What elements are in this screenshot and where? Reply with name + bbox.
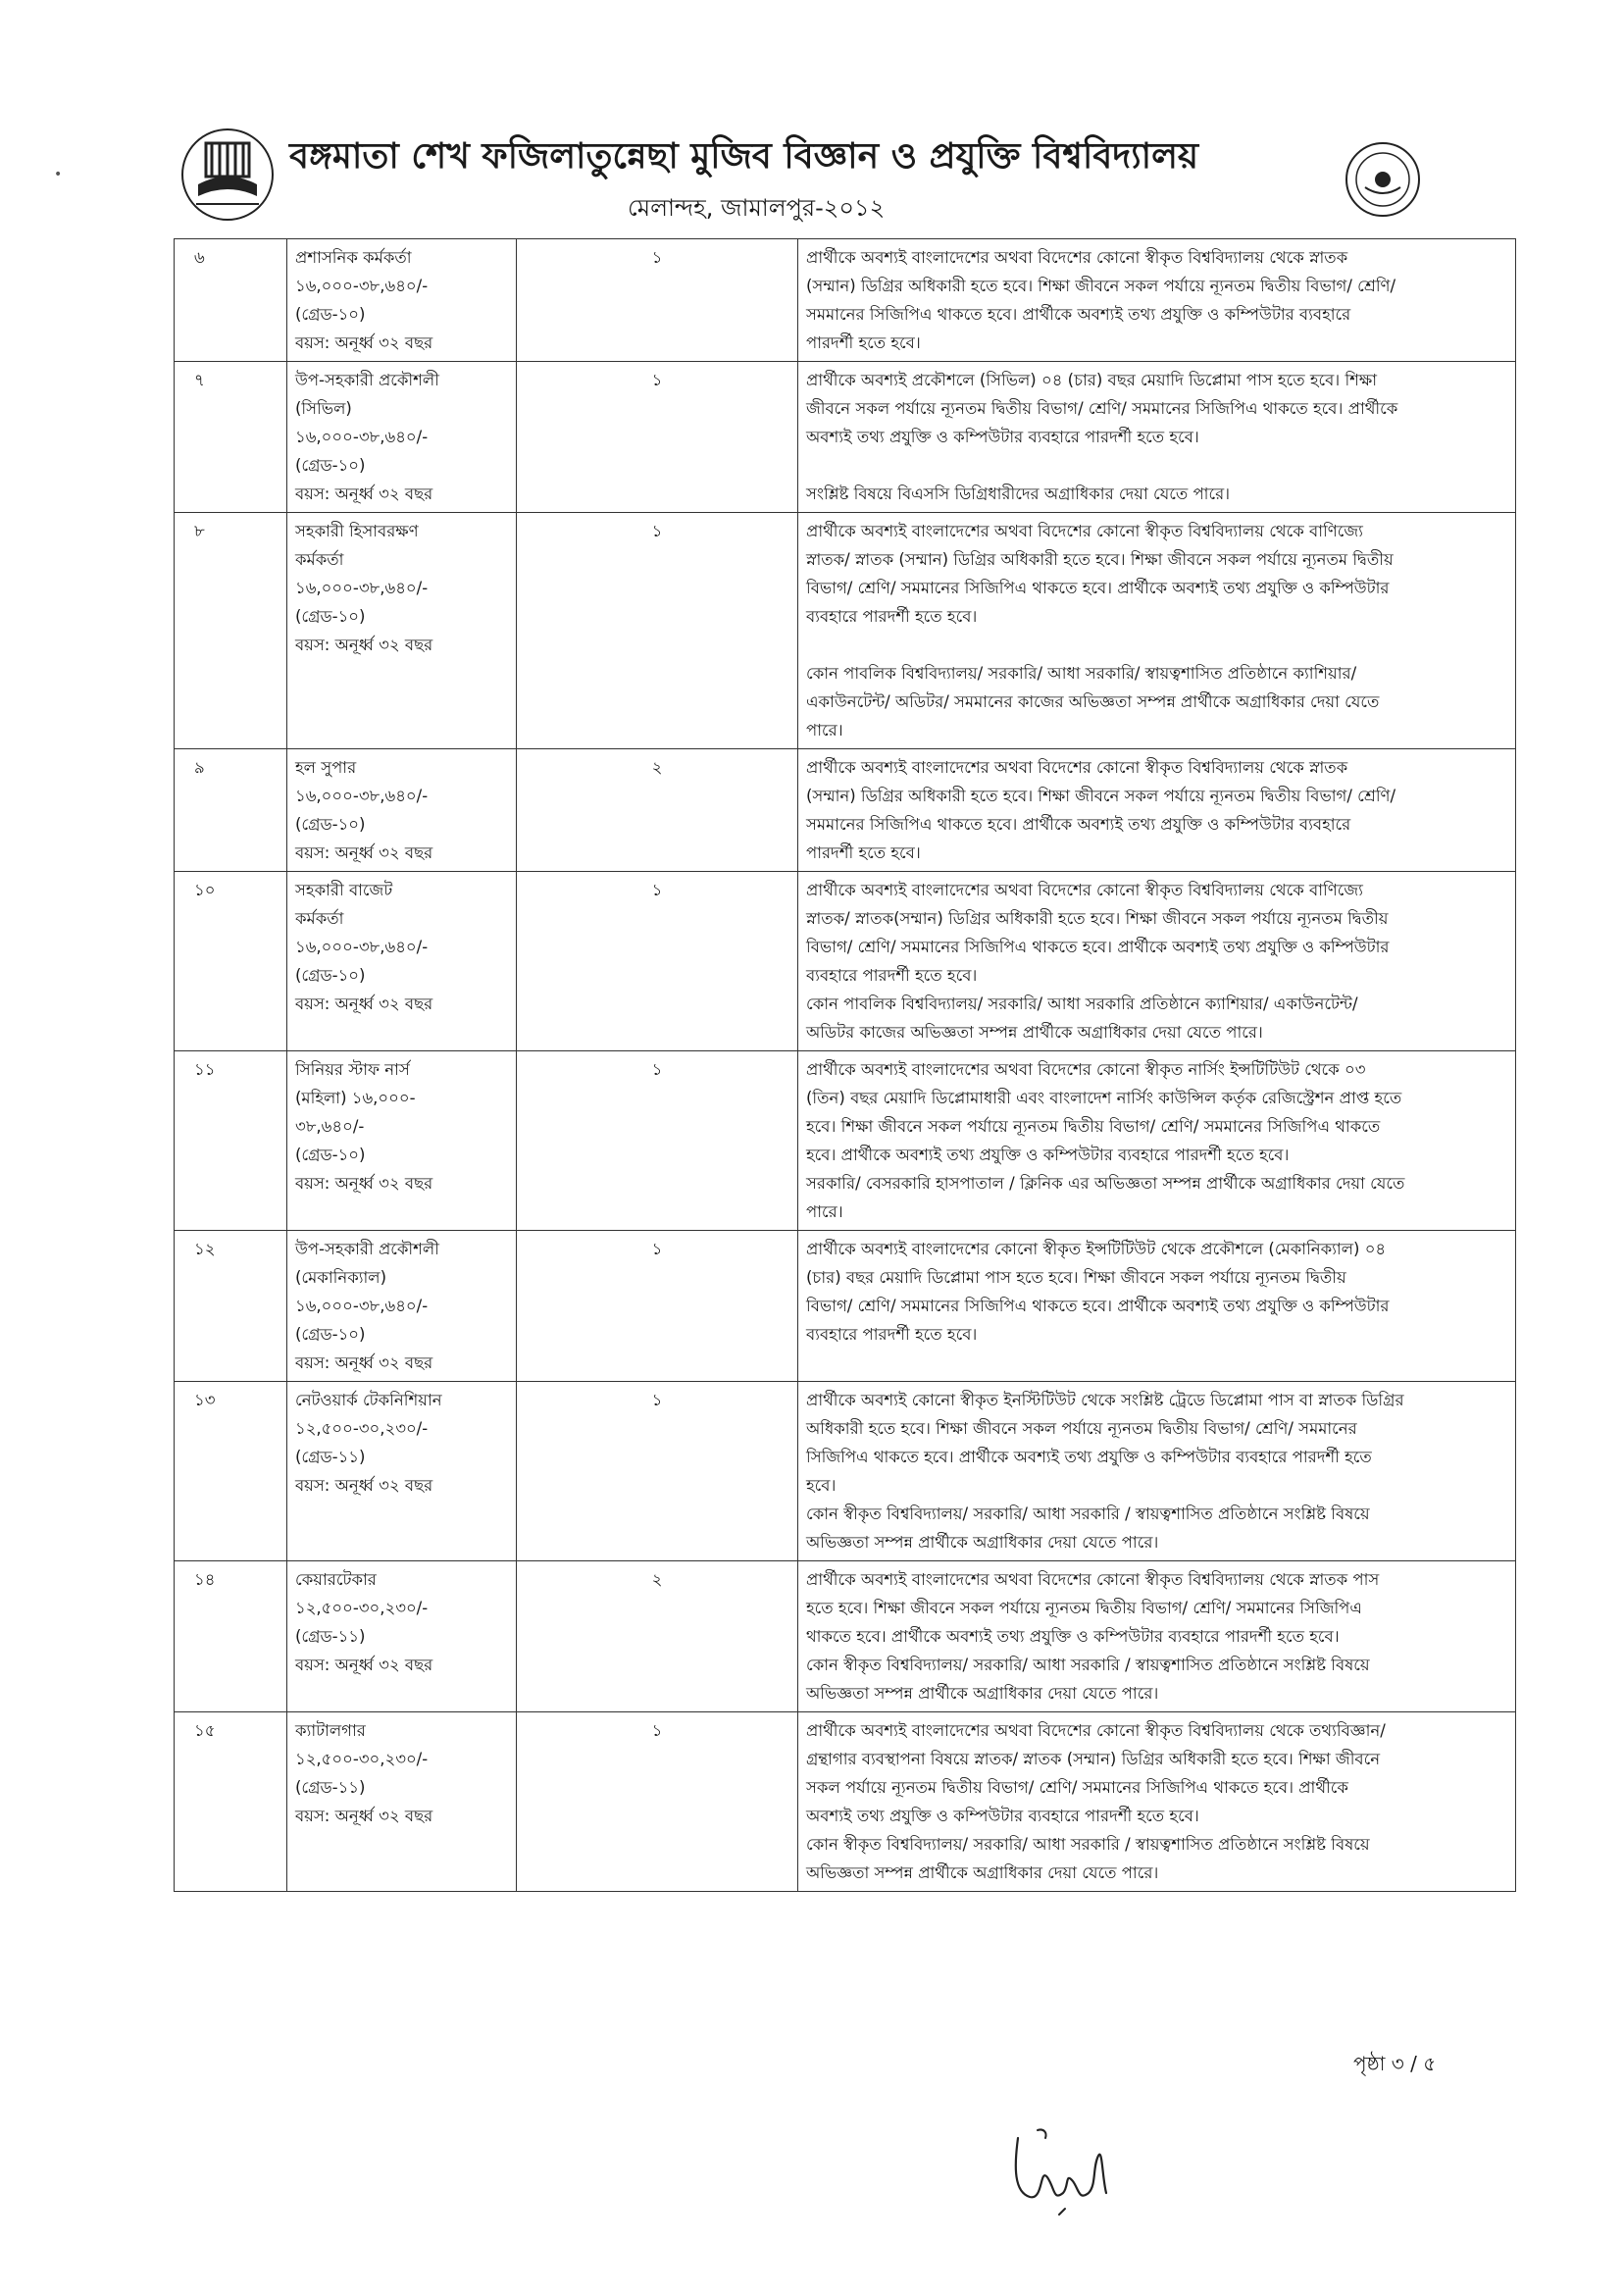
table-row — [175, 362, 1516, 513]
serial-number-cell: ১৪ — [175, 1561, 287, 1712]
serial-number-cell: ১০ — [175, 872, 287, 1051]
post-line: সহকারী বাজেট — [295, 881, 393, 899]
post-line: বয়স: অনূর্ধ্ব ৩২ বছর — [295, 1353, 433, 1372]
post-line: ১৬,০০০-৩৮,৬৪০/- — [295, 277, 429, 295]
post-count-cell: ২ — [517, 1561, 798, 1712]
post-line: ক্যাটালগার — [295, 1721, 366, 1740]
requirement-line: (সম্মান) ডিগ্রির অধিকারী হতে হবে। শিক্ষা জীবনে সকল পর্যায়ে ন্যূনতম দ্বিতীয় বিভাগ/ শ্রেণি/ — [806, 787, 1396, 805]
post-line: (গ্রেড-১০) — [295, 607, 366, 626]
requirement-line: অবশ্যই তথ্য প্রযুক্তি ও কম্পিউটার ব্যবহারে পারদর্শী হতে হবে। — [806, 1807, 1199, 1825]
requirement-line: ব্যবহারে পারদর্শী হতে হবে। — [806, 607, 978, 626]
post-line: (মহিলা) ১৬,০০০- — [295, 1089, 416, 1107]
requirement-line: থাকতে হবে। প্রার্থীকে অবশ্যই তথ্য প্রযুক্তি ও কম্পিউটার ব্যবহারে পারদর্শী হতে হবে। — [806, 1627, 1340, 1646]
requirement-line: হতে হবে। শিক্ষা জীবনে সকল পর্যায়ে ন্যূনতম দ্বিতীয় বিভাগ/ শ্রেণি/ সমমানের সিজিপিএ — [806, 1599, 1362, 1617]
requirement-line: (সম্মান) ডিগ্রির অধিকারী হতে হবে। শিক্ষা জীবনে সকল পর্যায়ে ন্যূনতম দ্বিতীয় বিভাগ/ শ্রেণি/ — [806, 277, 1396, 295]
serial-number-cell: ১১ — [175, 1051, 287, 1231]
post-count-cell: ১ — [517, 872, 798, 1051]
requirements-cell — [798, 1231, 1516, 1382]
post-line: বয়স: অনূর্ধ্ব ৩২ বছর — [295, 1656, 433, 1674]
post-line: বয়স: অনূর্ধ্ব ৩২ বছর — [295, 1807, 433, 1825]
post-line: বয়স: অনূর্ধ্ব ৩২ বছর — [295, 636, 433, 654]
post-line: বয়স: অনূর্ধ্ব ৩২ বছর — [295, 484, 433, 503]
post-cell — [287, 1712, 517, 1892]
post-line: ১২,৫০০-৩০,২৩০/- — [295, 1419, 429, 1438]
post-line: (গ্রেড-১১) — [295, 1627, 366, 1646]
post-line: (গ্রেড-১০) — [295, 305, 366, 324]
table-row — [175, 1561, 1516, 1712]
post-line: বয়স: অনূর্ধ্ব ৩২ বছর — [295, 1174, 433, 1193]
requirement-line: পারদর্শী হতে হবে। — [806, 843, 921, 862]
university-logo-icon — [177, 126, 279, 224]
post-line: হল সুপার — [295, 758, 357, 777]
requirement-line: প্রার্থীকে অবশ্যই প্রকৌশলে (সিভিল) ০৪ (চার) বছর মেয়াদি ডিপ্লোমা পাস হতে হবে। শিক্ষা — [806, 371, 1378, 389]
letterhead — [177, 126, 1451, 233]
page-number: পৃষ্ঠা ৩ / ৫ — [1353, 2052, 1437, 2075]
requirements-cell — [798, 513, 1516, 749]
requirement-line: স্নাতক/ স্নাতক (সম্মান) ডিগ্রির অধিকারী হতে হবে। শিক্ষা জীবনে সকল পর্যায়ে ন্যূনতম দ্বিতীয় — [806, 550, 1394, 569]
job-requirements-table — [174, 238, 1516, 1892]
post-count-cell: ২ — [517, 749, 798, 872]
requirement-line: সংশ্লিষ্ট বিষয়ে বিএসসি ডিগ্রিধারীদের অগ্রাধিকার দেয়া যেতে পারে। — [806, 484, 1231, 503]
post-line: বয়স: অনূর্ধ্ব ৩২ বছর — [295, 1476, 433, 1495]
post-count-cell: ১ — [517, 1712, 798, 1892]
requirement-line: হবে। — [806, 1476, 837, 1495]
post-line: ১৬,০০০-৩৮,৬৪০/- — [295, 579, 429, 597]
post-line: ১৬,০০০-৩৮,৬৪০/- — [295, 1297, 429, 1315]
requirements-cell — [798, 749, 1516, 872]
university-address: মেলান্দহ, জামালপুর-২০১২ — [628, 194, 886, 222]
requirement-line: সমমানের সিজিপিএ থাকতে হবে। প্রার্থীকে অবশ্যই তথ্য প্রযুক্তি ও কম্পিউটার ব্যবহারে — [806, 305, 1351, 324]
requirement-line: ব্যবহারে পারদর্শী হতে হবে। — [806, 1325, 978, 1344]
requirement-line: প্রার্থীকে অবশ্যই বাংলাদেশের অথবা বিদেশের কোনো স্বীকৃত বিশ্ববিদ্যালয় থেকে বাণিজ্যে — [806, 522, 1363, 540]
post-line: উপ-সহকারী প্রকৌশলী — [295, 1240, 439, 1258]
post-line: উপ-সহকারী প্রকৌশলী — [295, 371, 439, 389]
seal-icon — [1344, 140, 1422, 219]
requirement-line: অধিকারী হতে হবে। শিক্ষা জীবনে সকল পর্যায়ে ন্যূনতম দ্বিতীয় বিভাগ/ শ্রেণি/ সমমানের — [806, 1419, 1357, 1438]
requirement-line: প্রার্থীকে অবশ্যই বাংলাদেশের অথবা বিদেশের কোনো স্বীকৃত বিশ্ববিদ্যালয় থেকে স্নাতক — [806, 248, 1348, 267]
requirement-line: কোন পাবলিক বিশ্ববিদ্যালয়/ সরকারি/ আধা সরকারি প্রতিষ্ঠানে ক্যাশিয়ার/ একাউনটেন্ট/ — [806, 994, 1358, 1013]
scan-speck: • — [54, 167, 63, 182]
post-line: (মেকানিক্যাল) — [295, 1268, 387, 1287]
paragraph-gap — [806, 451, 1507, 480]
requirement-line: বিভাগ/ শ্রেণি/ সমমানের সিজিপিএ থাকতে হবে। প্রার্থীকে অবশ্যই তথ্য প্রযুক্তি ও কম্পিউটার — [806, 579, 1390, 597]
table-row — [175, 1231, 1516, 1382]
serial-number-cell: ১৫ — [175, 1712, 287, 1892]
requirement-line: কোন স্বীকৃত বিশ্ববিদ্যালয়/ সরকারি/ আধা সরকারি / স্বায়ত্বশাসিত প্রতিষ্ঠানে সংশ্লিষ্ট বিষয়ে — [806, 1504, 1370, 1523]
requirement-line: প্রার্থীকে অবশ্যই বাংলাদেশের কোনো স্বীকৃত ইন্সটিটিউট থেকে প্রকৌশলে (মেকানিক্যাল) ০৪ — [806, 1240, 1387, 1258]
requirement-line: সরকারি/ বেসরকারি হাসপাতাল / ক্লিনিক এর অভিজ্ঞতা সম্পন্ন প্রার্থীকে অগ্রাধিকার দেয়া যেতে — [806, 1174, 1405, 1193]
requirement-line: গ্রন্থাগার ব্যবস্থাপনা বিষয়ে স্নাতক/ স্নাতক (সম্মান) ডিগ্রির অধিকারী হতে হবে। শিক্ষা জীবনে — [806, 1750, 1381, 1768]
post-line: বয়স: অনূর্ধ্ব ৩২ বছর — [295, 843, 433, 862]
post-line: (গ্রেড-১১) — [295, 1778, 366, 1797]
university-name: বঙ্গমাতা শেখ ফজিলাতুন্নেছা মুজিব বিজ্ঞান ও প্রযুক্তি বিশ্ববিদ্যালয় — [289, 136, 1199, 177]
post-line: ১৬,০০০-৩৮,৬৪০/- — [295, 787, 429, 805]
requirement-line: জীবনে সকল পর্যায়ে ন্যূনতম দ্বিতীয় বিভাগ/ শ্রেণি/ সমমানের সিজিপিএ থাকতে হবে। প্রার্থীকে — [806, 399, 1398, 418]
requirement-line: পারে। — [806, 721, 843, 739]
post-cell — [287, 872, 517, 1051]
requirement-line: প্রার্থীকে অবশ্যই কোনো স্বীকৃত ইনস্টিটিউট থেকে সংশ্লিষ্ট ট্রেডে ডিপ্লোমা পাস বা স্নাতক ডিগ্রির — [806, 1391, 1404, 1409]
table-row — [175, 1382, 1516, 1561]
post-cell — [287, 1051, 517, 1231]
paragraph-gap — [806, 631, 1507, 659]
post-cell — [287, 1231, 517, 1382]
requirement-line: অভিজ্ঞতা সম্পন্ন প্রার্থীকে অগ্রাধিকার দেয়া যেতে পারে। — [806, 1533, 1159, 1552]
requirement-line: (চার) বছর মেয়াদি ডিপ্লোমা পাস হতে হবে। শিক্ষা জীবনে সকল পর্যায়ে ন্যূনতম দ্বিতীয় — [806, 1268, 1346, 1287]
table-row — [175, 1051, 1516, 1231]
table-row — [175, 749, 1516, 872]
post-line: (গ্রেড-১০) — [295, 1146, 366, 1164]
post-line: (গ্রেড-১০) — [295, 815, 366, 834]
post-line: (গ্রেড-১০) — [295, 456, 366, 475]
table-row — [175, 1712, 1516, 1892]
requirement-line: সিজিপিএ থাকতে হবে। প্রার্থীকে অবশ্যই তথ্য প্রযুক্তি ও কম্পিউটার ব্যবহারে পারদর্শী হতে — [806, 1448, 1372, 1466]
post-count-cell: ১ — [517, 239, 798, 362]
post-count-cell: ১ — [517, 1231, 798, 1382]
post-line: ৩৮,৬৪০/- — [295, 1117, 365, 1136]
post-line: (সিভিল) — [295, 399, 352, 418]
requirement-line: প্রার্থীকে অবশ্যই বাংলাদেশের অথবা বিদেশের কোনো স্বীকৃত নার্সিং ইন্সটিটিউট থেকে ০৩ — [806, 1060, 1366, 1079]
serial-number-cell: ৯ — [175, 749, 287, 872]
requirement-line: প্রার্থীকে অবশ্যই বাংলাদেশের অথবা বিদেশের কোনো স্বীকৃত বিশ্ববিদ্যালয় থেকে স্নাতক — [806, 758, 1348, 777]
requirements-cell — [798, 872, 1516, 1051]
requirements-cell — [798, 1561, 1516, 1712]
requirement-line: সকল পর্যায়ে ন্যূনতম দ্বিতীয় বিভাগ/ শ্রেণি/ সমমানের সিজিপিএ থাকতে হবে। প্রার্থীকে — [806, 1778, 1348, 1797]
post-line: ১৬,০০০-৩৮,৬৪০/- — [295, 938, 429, 956]
requirement-line: ব্যবহারে পারদর্শী হতে হবে। — [806, 966, 978, 985]
requirement-line: পারদর্শী হতে হবে। — [806, 333, 921, 352]
post-cell — [287, 1382, 517, 1561]
table-row — [175, 872, 1516, 1051]
requirement-line: প্রার্থীকে অবশ্যই বাংলাদেশের অথবা বিদেশের কোনো স্বীকৃত বিশ্ববিদ্যালয় থেকে স্নাতক পাস — [806, 1570, 1380, 1589]
requirement-line: সমমানের সিজিপিএ থাকতে হবে। প্রার্থীকে অবশ্যই তথ্য প্রযুক্তি ও কম্পিউটার ব্যবহারে — [806, 815, 1351, 834]
requirement-line: অবশ্যই তথ্য প্রযুক্তি ও কম্পিউটার ব্যবহারে পারদর্শী হতে হবে। — [806, 428, 1199, 446]
requirements-cell — [798, 362, 1516, 513]
requirement-line: হবে। শিক্ষা জীবনে সকল পর্যায়ে ন্যূনতম দ্বিতীয় বিভাগ/ শ্রেণি/ সমমানের সিজিপিএ থাকতে — [806, 1117, 1381, 1136]
requirement-line: (তিন) বছর মেয়াদি ডিপ্লোমাধারী এবং বাংলাদেশ নার্সিং কাউন্সিল কর্তৃক রেজিস্ট্রেশন প্রাপ্ত হতে — [806, 1089, 1402, 1107]
requirements-cell — [798, 239, 1516, 362]
requirement-line: বিভাগ/ শ্রেণি/ সমমানের সিজিপিএ থাকতে হবে। প্রার্থীকে অবশ্যই তথ্য প্রযুক্তি ও কম্পিউটার — [806, 1297, 1390, 1315]
post-count-cell: ১ — [517, 1051, 798, 1231]
post-line: (গ্রেড-১০) — [295, 966, 366, 985]
post-line: নেটওয়ার্ক টেকনিশিয়ান — [295, 1391, 442, 1409]
table-row — [175, 239, 1516, 362]
requirement-line: স্নাতক/ স্নাতক(সম্মান) ডিগ্রির অধিকারী হতে হবে। শিক্ষা জীবনে সকল পর্যায়ে ন্যূনতম দ্বিতীয় — [806, 909, 1389, 928]
serial-number-cell: ৬ — [175, 239, 287, 362]
serial-number-cell: ৭ — [175, 362, 287, 513]
post-line: কর্মকর্তা — [295, 909, 344, 928]
requirement-line: অভিজ্ঞতা সম্পন্ন প্রার্থীকে অগ্রাধিকার দেয়া যেতে পারে। — [806, 1684, 1159, 1703]
post-line: কেয়ারটেকার — [295, 1570, 377, 1589]
post-line: ১২,৫০০-৩০,২৩০/- — [295, 1599, 429, 1617]
serial-number-cell: ১২ — [175, 1231, 287, 1382]
requirements-cell — [798, 1712, 1516, 1892]
post-line: ১২,৫০০-৩০,২৩০/- — [295, 1750, 429, 1768]
post-cell — [287, 749, 517, 872]
requirement-line: কোন স্বীকৃত বিশ্ববিদ্যালয়/ সরকারি/ আধা সরকারি / স্বায়ত্বশাসিত প্রতিষ্ঠানে সংশ্লিষ্ট বিষয়ে — [806, 1656, 1370, 1674]
serial-number-cell: ৮ — [175, 513, 287, 749]
post-line: (গ্রেড-১১) — [295, 1448, 366, 1466]
requirement-line: কোন স্বীকৃত বিশ্ববিদ্যালয়/ সরকারি/ আধা সরকারি / স্বায়ত্বশাসিত প্রতিষ্ঠানে সংশ্লিষ্ট বিষয়ে — [806, 1835, 1370, 1854]
requirement-line: বিভাগ/ শ্রেণি/ সমমানের সিজিপিএ থাকতে হবে। প্রার্থীকে অবশ্যই তথ্য প্রযুক্তি ও কম্পিউটার — [806, 938, 1390, 956]
requirements-cell — [798, 1382, 1516, 1561]
requirement-line: হবে। প্রার্থীকে অবশ্যই তথ্য প্রযুক্তি ও কম্পিউটার ব্যবহারে পারদর্শী হতে হবে। — [806, 1146, 1290, 1164]
requirement-line: প্রার্থীকে অবশ্যই বাংলাদেশের অথবা বিদেশের কোনো স্বীকৃত বিশ্ববিদ্যালয় থেকে তথ্যবিজ্ঞান/ — [806, 1721, 1386, 1740]
post-cell — [287, 239, 517, 362]
post-line: সিনিয়র স্টাফ নার্স — [295, 1060, 410, 1079]
requirement-line: পারে। — [806, 1202, 843, 1221]
serial-number-cell: ১৩ — [175, 1382, 287, 1561]
post-line: বয়স: অনূর্ধ্ব ৩২ বছর — [295, 333, 433, 352]
requirement-line: কোন পাবলিক বিশ্ববিদ্যালয়/ সরকারি/ আধা সরকারি/ স্বায়ত্বশাসিত প্রতিষ্ঠানে ক্যাশিয়ার/ — [806, 664, 1357, 683]
requirement-line: অডিটর কাজের অভিজ্ঞতা সম্পন্ন প্রার্থীকে অগ্রাধিকার দেয়া যেতে পারে। — [806, 1023, 1263, 1042]
post-line: ১৬,০০০-৩৮,৬৪০/- — [295, 428, 429, 446]
post-line: (গ্রেড-১০) — [295, 1325, 366, 1344]
requirement-line: একাউনটেন্ট/ অডিটর/ সমমানের কাজের অভিজ্ঞতা সম্পন্ন প্রার্থীকে অগ্রাধিকার দেয়া যেতে — [806, 692, 1380, 711]
post-line: কর্মকর্তা — [295, 550, 344, 569]
post-count-cell: ১ — [517, 1382, 798, 1561]
table-row — [175, 513, 1516, 749]
post-count-cell: ১ — [517, 362, 798, 513]
post-count-cell: ১ — [517, 513, 798, 749]
post-cell — [287, 1561, 517, 1712]
requirement-line: অভিজ্ঞতা সম্পন্ন প্রার্থীকে অগ্রাধিকার দেয়া যেতে পারে। — [806, 1863, 1159, 1882]
requirements-cell — [798, 1051, 1516, 1231]
requirement-line: প্রার্থীকে অবশ্যই বাংলাদেশের অথবা বিদেশের কোনো স্বীকৃত বিশ্ববিদ্যালয় থেকে বাণিজ্যে — [806, 881, 1363, 899]
post-cell — [287, 362, 517, 513]
post-line: বয়স: অনূর্ধ্ব ৩২ বছর — [295, 994, 433, 1013]
post-cell — [287, 513, 517, 749]
post-line: সহকারী হিসাবরক্ষণ — [295, 522, 419, 540]
post-line: প্রশাসনিক কর্মকর্তা — [295, 248, 412, 267]
signature-icon — [1000, 2099, 1128, 2226]
